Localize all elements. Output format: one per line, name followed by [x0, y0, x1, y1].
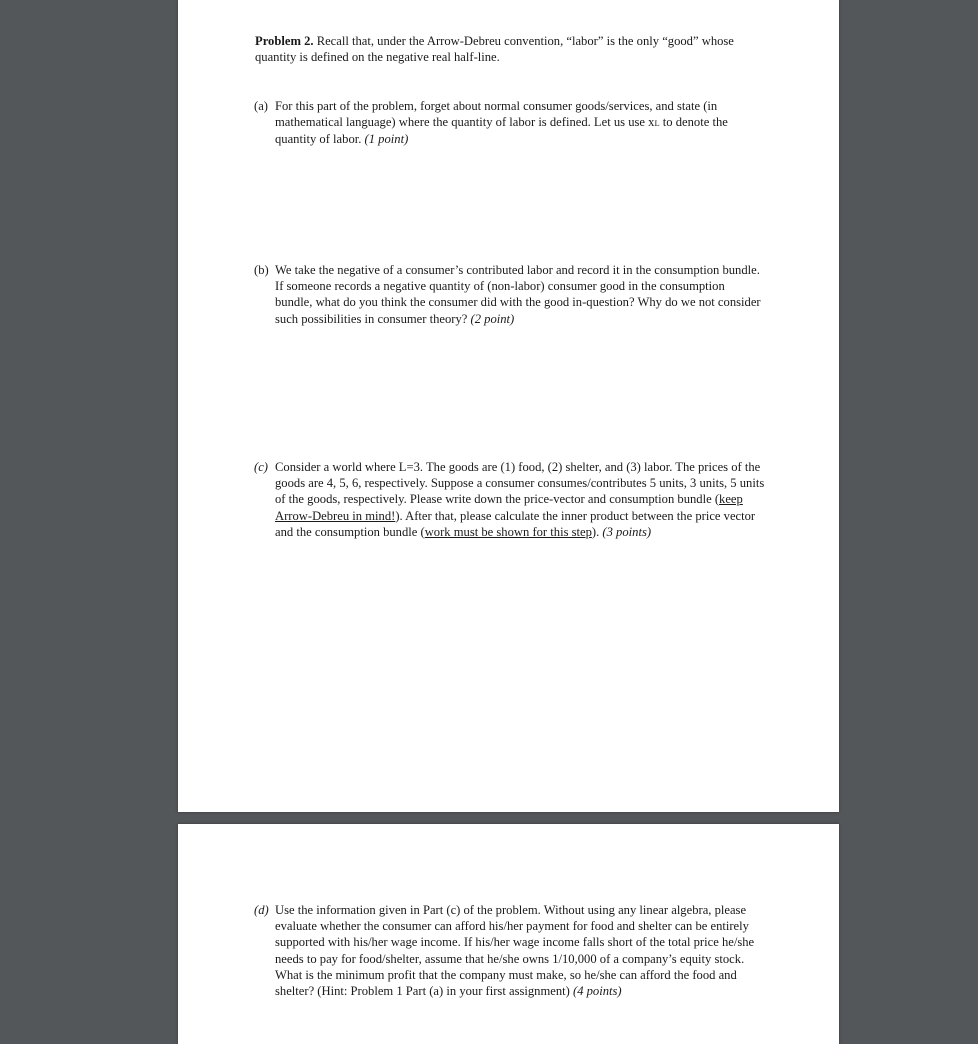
part-c-text-1: Consider a world where L=3. The goods are (1) food, (2) shelter, and (3) labor. The prices of the goods are 4, 5, 6, respectively. Suppose a consumer consumes/contributes 5 units, 3 units, 5 units of the goods, respectively. Please write down the price-vector and consumption bundle (: [275, 460, 765, 507]
part-c-points: (3 points): [602, 524, 652, 539]
document-page-1: [178, 0, 839, 812]
document-page-2: [178, 824, 839, 1044]
part-d-letter: (d): [254, 903, 269, 917]
part-c-underline-2: work must be shown for this step: [424, 524, 592, 539]
part-c-text-2: ). After that, please calculate the inner product between the price vector and the consumption bundle (: [275, 508, 756, 539]
part-c-letter: (c): [254, 460, 268, 474]
part-b-points: (2 point): [470, 311, 515, 326]
part-d-points: (4 points): [573, 984, 622, 999]
problem-intro: [255, 33, 775, 65]
part-d-text: Use the information given in Part (c) of the problem. Without using any linear algebra, please evaluate whether the consumer can afford his/her payment for food and shelter can be entirely supported with his/her wage income. If his/her wage income falls short of the total price he/she needs to pay for food/shelter, assume that he/she owns 1/10,000 of a company’s equity stock. What is the minimum profit that the company must make, so he/she can afford the food and shelter? (Hint: Problem 1 Part (a) in your first assignment): [275, 903, 755, 999]
part-b-text: We take the negative of a consumer’s contributed labor and record it in the consumption bundle. If someone records a negative quantity of (non-labor) consumer good in the consumption bundle, what do you think the consumer did with the good in-question? Why do we not consider such possibilities in consumer theory?: [275, 263, 761, 326]
part-d: [254, 902, 765, 999]
part-b: [254, 262, 765, 327]
problem-label: Problem 2.: [255, 34, 314, 48]
part-a-points: (1 point): [364, 132, 409, 147]
part-b-letter: (b): [254, 263, 269, 277]
part-a-text-2: to denote the quantity of labor.: [275, 115, 728, 147]
part-c: [254, 459, 765, 540]
part-a-letter: (a): [254, 99, 268, 113]
problem-intro-text: Recall that, under the Arrow-Debreu convention, “labor” is the only “good” whose quantity is defined on the negative real half-line.: [255, 34, 734, 65]
part-a-subscript: L: [654, 118, 660, 129]
part-a-text-1: For this part of the problem, forget about normal consumer goods/services, and state (in mathematical language) where the quantity of labor is defined. Let us use x: [275, 99, 718, 130]
part-c-text-3: ).: [591, 524, 603, 539]
part-a: [254, 98, 765, 148]
part-c-underline-1: keep Arrow-Debreu in mind!: [275, 492, 743, 523]
